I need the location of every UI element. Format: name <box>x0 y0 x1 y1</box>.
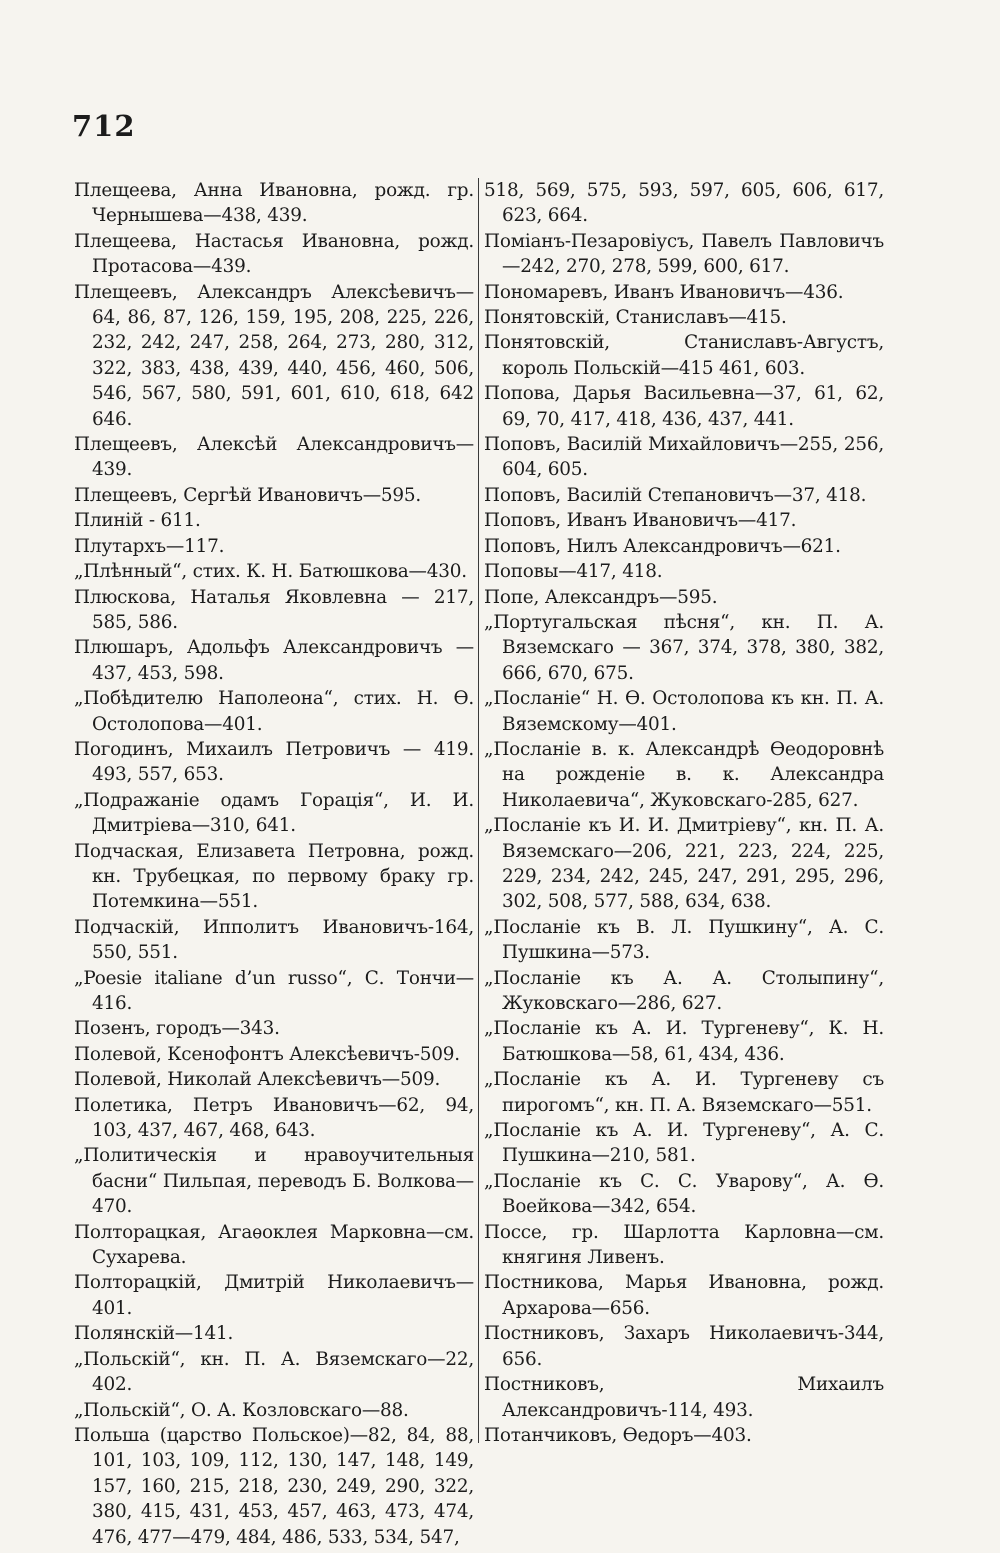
column-divider <box>478 178 479 1443</box>
index-entry: „Посланіе в. к. Александрѣ Ѳеодоровнѣ на рожденіе в. к. Александра Николаевича“, Жуковскаго-285, 627. <box>484 738 884 811</box>
index-entry: Полетика, Петръ Ивановичъ—62, 94, 103, 437, 467, 468, 643. <box>74 1094 474 1142</box>
index-entry: „Польскій“, О. А. Козловскаго—88. <box>74 1399 409 1421</box>
index-entry: Плюшаръ, Адольфъ Александровичъ — 437, 453, 598. <box>74 637 474 684</box>
index-entry: Подчаская, Елизавета Петровна, рожд. кн. Трубецкая, по первому браку гр. Потемкина—551. <box>74 840 474 913</box>
index-entry: Поповъ, Нилъ Александровичъ—621. <box>484 535 841 557</box>
index-entry: Полевой, Николай Алексѣевичъ—509. <box>74 1069 441 1091</box>
index-entry: „Посланіе къ А. И. Тургеневу съ пирогомъ“, кн. П. А. Вяземскаго—551. <box>484 1069 884 1116</box>
index-entry: Плюскова, Наталья Яковлевна — 217, 585, 586. <box>74 586 474 633</box>
index-entry: Потанчиковъ, Ѳедоръ—403. <box>484 1424 752 1446</box>
index-entry: „Посланіе къ И. И. Дмитріеву“, кн. П. А. Вяземскаго—206, 221, 223, 224, 225, 229, 234, 242, 245, 247, 291, 295, 296, 302, 508, 577, 588, 634, 638. <box>484 815 884 913</box>
index-entry: 518, 569, 575, 593, 597, 605, 606, 617, 623, 664. <box>484 180 884 227</box>
index-entry: Плутархъ—117. <box>74 535 225 557</box>
index-entry: „Португальская пѣсня“, кн. П. А. Вяземскаго — 367, 374, 378, 380, 382, 666, 670, 675. <box>484 611 884 684</box>
index-entry: Погодинъ, Михаилъ Петровичъ — 419. 493, 557, 653. <box>74 738 474 786</box>
index-entry: Поповы—417, 418. <box>484 561 663 583</box>
right-index-column <box>484 178 884 1448</box>
left-index-column <box>74 178 474 1550</box>
index-entry: Полевой, Ксенофонтъ Алексѣевичъ-509. <box>74 1043 460 1065</box>
index-entry: Польша (царство Польское)—82, 84, 88, 101, 103, 109, 112, 130, 147, 148, 149, 157, 160, 215, 218, 230, 249, 290, 322, 380, 415, 431, 453, 457, 463, 473, 474, 476, 477—479, 484, 486, 533, 534, 547, <box>74 1424 474 1548</box>
index-entry: Подчаскій, Ипполитъ Ивановичъ-164, 550, 551. <box>74 916 474 964</box>
index-entry: Поповъ, Василій Степановичъ—37, 418. <box>484 484 867 506</box>
index-entry: Плещеевъ, Сергѣй Ивановичъ—595. <box>74 484 422 506</box>
index-entry: Полянскій—141. <box>74 1323 234 1345</box>
index-entry: Плиній - 611. <box>74 510 201 532</box>
index-entry: Полторацкая, Агаѳоклея Марковна—см. Сухарева. <box>74 1221 474 1269</box>
index-entry: Плещеевъ, Алексѣй Александровичъ—439. <box>74 434 474 481</box>
index-entry: „Подражаніе одамъ Горація“, И. И. Дмитріева—310, 641. <box>74 789 474 837</box>
index-entry: Постниковъ, Михаилъ Александровичъ-114, 493. <box>484 1374 884 1421</box>
index-entry: „Посланіе“ Н. Ѳ. Остолопова къ кн. П. А. Вяземскому—401. <box>484 688 884 735</box>
index-entry: Пономаревъ, Иванъ Ивановичъ—436. <box>484 281 844 303</box>
index-entry: Плещеевъ, Александръ Алексѣевичъ—64, 86, 87, 126, 159, 195, 208, 225, 226, 232, 242, 247, 258, 264, 273, 280, 312, 322, 383, 438, 439, 440, 456, 460, 506, 546, 567, 580, 591, 601, 610, 618, 642 646. <box>74 281 474 430</box>
index-entry: Поссе, гр. Шарлотта Карловна—см. княгиня Ливенъ. <box>484 1221 884 1269</box>
index-entry: Понятовскій, Станиславъ-Августъ, король Польскій—415 461, 603. <box>484 332 884 379</box>
index-entry: Постникова, Марья Ивановна, рожд. Архарова—656. <box>484 1272 884 1319</box>
index-entry: Поміанъ-Пезаровіусъ, Павелъ Павловичъ—242, 270, 278, 599, 600, 617. <box>484 230 884 278</box>
index-entry: „Политическія и нравоучительныя басни“ Пильпая, переводъ Б. Волкова—470. <box>74 1145 474 1218</box>
page-number: 712 <box>72 109 136 143</box>
index-entry: Плещеева, Настасья Ивановна, рожд. Протасова—439. <box>74 230 474 278</box>
index-entry: Позенъ, городъ—343. <box>74 1018 280 1040</box>
index-entry: Поповъ, Иванъ Ивановичъ—417. <box>484 510 797 532</box>
index-entry: Попова, Дарья Васильевна—37, 61, 62, 69, 70, 417, 418, 436, 437, 441. <box>484 383 884 430</box>
index-entry: Понятовскій, Станиславъ—415. <box>484 307 787 329</box>
index-entry: Попе, Александръ—595. <box>484 586 718 608</box>
index-entry: „Посланіе къ А. И. Тургеневу“, К. Н. Батюшкова—58, 61, 434, 436. <box>484 1018 884 1065</box>
index-entry: „Посланіе къ А. И. Тургеневу“, А. С. Пушкина—210, 581. <box>484 1120 884 1167</box>
index-entry: Постниковъ, Захаръ Николаевичъ-344, 656. <box>484 1323 884 1370</box>
index-entry: „Poesie italiane d’un russo“, С. Тончи—416. <box>74 967 474 1014</box>
index-entry: Полторацкій, Дмитрій Николаевичъ—401. <box>74 1272 474 1319</box>
index-entry: Поповъ, Василій Михайловичъ—255, 256, 604, 605. <box>484 434 884 481</box>
index-entry: „Посланіе къ А. А. Столыпину“, Жуковскаго—286, 627. <box>484 967 884 1014</box>
index-entry: „Польскій“, кн. П. А. Вяземскаго—22, 402. <box>74 1348 474 1396</box>
index-entry: „Побѣдителю Наполеона“, стих. Н. Ѳ. Остолопова—401. <box>74 688 474 735</box>
index-entry: „Посланіе къ В. Л. Пушкину“, А. С. Пушкина—573. <box>484 916 884 964</box>
index-entry: „Посланіе къ С. С. Уварову“, А. Ѳ. Воейкова—342, 654. <box>484 1170 884 1218</box>
index-entry: „Плѣнный“, стих. К. Н. Батюшкова—430. <box>74 561 467 583</box>
index-entry: Плещеева, Анна Ивановна, рожд. гр. Чернышева—438, 439. <box>74 180 474 227</box>
